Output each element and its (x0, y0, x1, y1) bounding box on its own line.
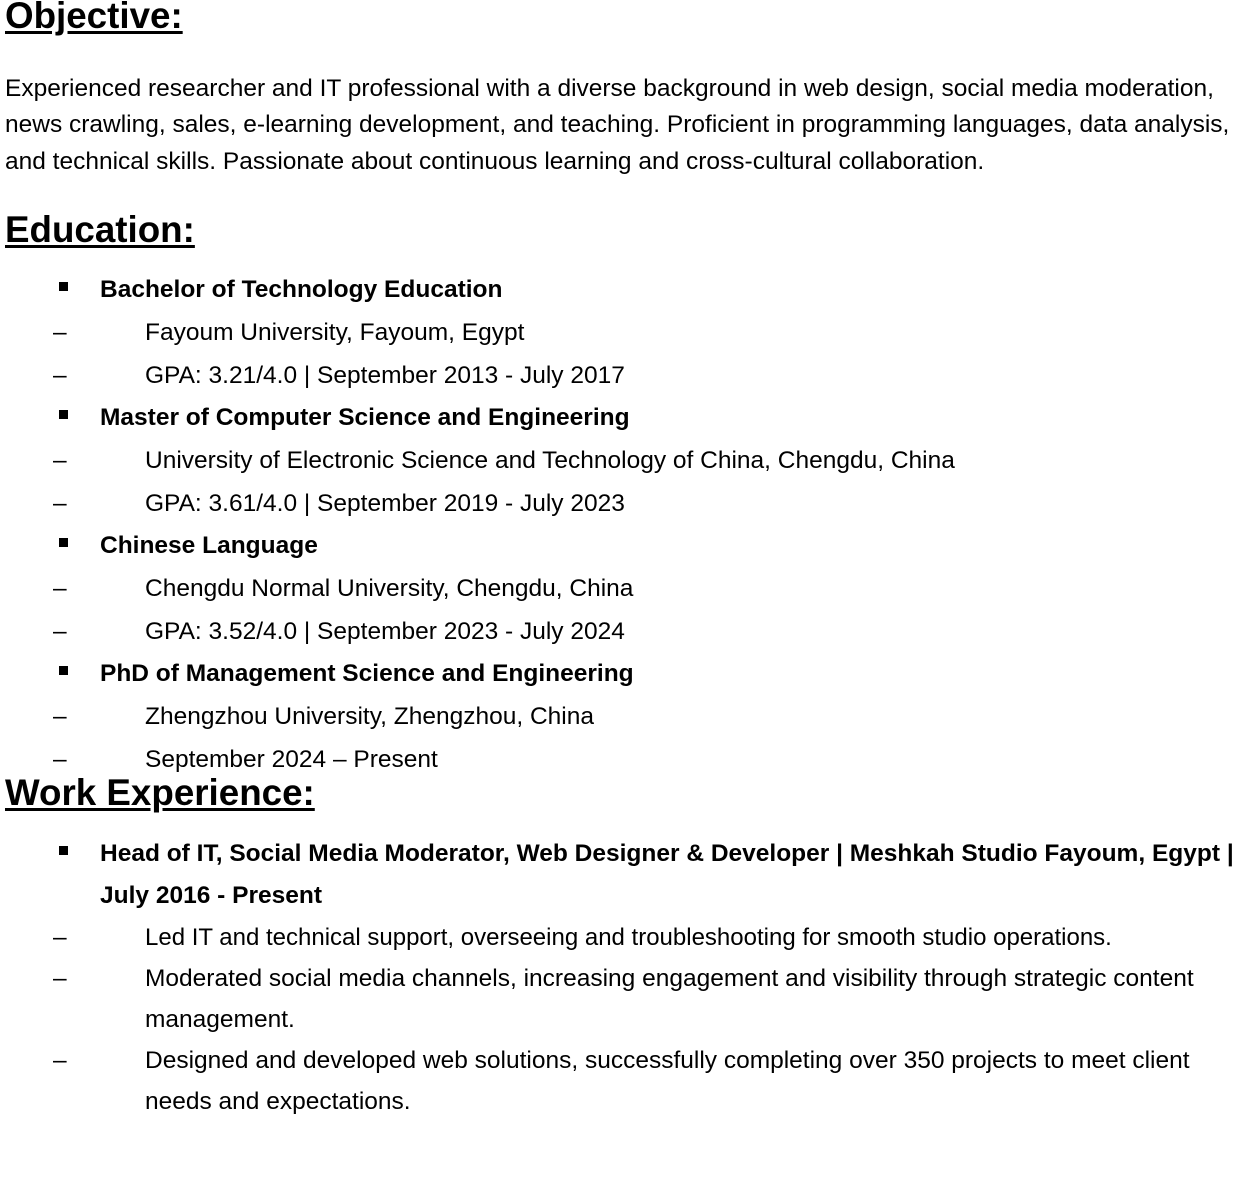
work-detail-item (53, 1040, 1245, 1122)
education-details (53, 439, 1252, 525)
education-detail-item (53, 311, 1252, 354)
work-detail-text: Led IT and technical support, overseeing and troubleshooting for smooth studio operations. (145, 923, 1112, 951)
work-item (5, 833, 1252, 1122)
education-detail-text: GPA: 3.21/4.0 | September 2013 - July 2017 (145, 361, 625, 389)
square-bullet-icon (59, 410, 68, 419)
dash-bullet-icon: – (53, 489, 67, 517)
dash-bullet-icon: – (53, 574, 67, 602)
education-details (53, 695, 1252, 781)
education-degree-title: Bachelor of Technology Education (100, 275, 503, 303)
education-item (5, 269, 1252, 397)
education-detail-text: GPA: 3.52/4.0 | September 2023 - July 2024 (145, 617, 625, 645)
work-detail-text: Moderated social media channels, increasing engagement and visibility through strategic content management. (145, 964, 1194, 1033)
education-detail-item (53, 738, 1252, 781)
dash-bullet-icon: – (53, 964, 67, 992)
education-item (5, 397, 1252, 525)
square-bullet-icon (59, 282, 68, 291)
education-detail-item (53, 439, 1252, 482)
education-detail-text: Zhengzhou University, Zhengzhou, China (145, 702, 594, 730)
work-role-title: Head of IT, Social Media Moderator, Web Designer & Developer | Meshkah Studio Fayoum, Egypt | July 2016 - Present (100, 839, 1234, 909)
education-detail-text: University of Electronic Science and Technology of China, Chengdu, China (145, 446, 955, 474)
work-list (5, 833, 1252, 1122)
square-bullet-icon (59, 666, 68, 675)
education-degree-title: Chinese Language (100, 531, 318, 559)
dash-bullet-icon: – (53, 745, 67, 773)
education-item (5, 525, 1252, 653)
square-bullet-icon (59, 846, 68, 855)
objective-section (5, 0, 1252, 180)
objective-text: Experienced researcher and IT professional with a diverse background in web design, social media moderation, news crawling, sales, e-learning development, and teaching. Proficient in programming languages, data analysis, and technical skills. Passionate about continuous learning and cross-cultural collaboration. (5, 75, 1230, 175)
education-details (53, 567, 1252, 653)
education-detail-text: September 2024 – Present (145, 745, 438, 773)
education-detail-item (53, 567, 1252, 610)
education-list (5, 269, 1252, 781)
education-item (5, 653, 1252, 781)
work-detail-item (53, 958, 1225, 1040)
education-detail-text: Fayoum University, Fayoum, Egypt (145, 318, 525, 346)
dash-bullet-icon: – (53, 923, 67, 951)
work-section (5, 771, 1252, 1122)
education-detail-text: Chengdu Normal University, Chengdu, China (145, 574, 634, 602)
education-detail-item (53, 610, 1252, 653)
dash-bullet-icon: – (53, 361, 67, 389)
square-bullet-icon (59, 538, 68, 547)
work-detail-item (53, 917, 1252, 958)
education-details (53, 311, 1252, 397)
education-section (5, 208, 1252, 781)
dash-bullet-icon: – (53, 702, 67, 730)
education-detail-item (53, 695, 1252, 738)
dash-bullet-icon: – (53, 1046, 67, 1074)
education-detail-item (53, 354, 1252, 397)
dash-bullet-icon: – (53, 446, 67, 474)
dash-bullet-icon: – (53, 318, 67, 346)
education-heading: Education: (5, 208, 195, 250)
education-detail-text: GPA: 3.61/4.0 | September 2019 - July 2023 (145, 489, 625, 517)
work-details (53, 917, 1252, 1122)
work-detail-text: Designed and developed web solutions, successfully completing over 350 projects to meet client needs and expectations. (145, 1046, 1190, 1115)
objective-heading: Objective: (5, 0, 183, 36)
education-detail-item (53, 482, 1252, 525)
education-degree-title: Master of Computer Science and Engineering (100, 403, 630, 431)
education-degree-title: PhD of Management Science and Engineering (100, 659, 634, 687)
dash-bullet-icon: – (53, 617, 67, 645)
work-heading: Work Experience: (5, 771, 315, 813)
